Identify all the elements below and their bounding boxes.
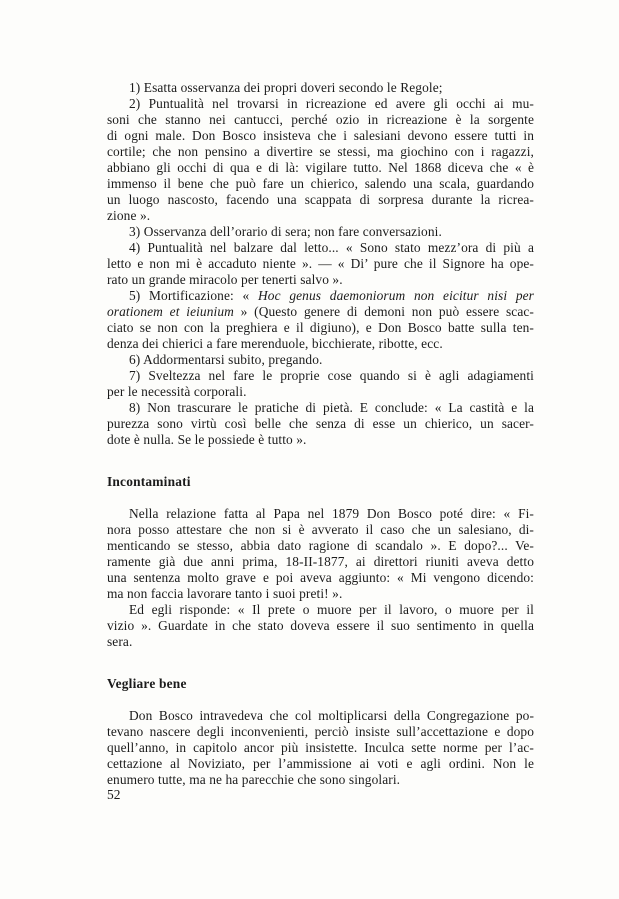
text-line: ciato se non con la preghiera e il digiuno), e Don Bosco batte sulla ten-: [107, 320, 534, 335]
text-line: cortile; che non pensino a divertire se stessi, ma giochino con i ragazzi,: [107, 144, 534, 159]
text-line: per le necessità corporali.: [107, 384, 247, 399]
text-line: tevano nascere degli inconvenienti, perciò insiste sull’accettazione e dopo: [107, 724, 534, 739]
text-line: dote è nulla. Se le possiede è tutto ».: [107, 432, 307, 447]
text-line: orationem et ieiunium » (Questo genere di demoni non può essere scac-: [107, 304, 534, 319]
text-line: enumero tutte, ma ne ha parecchie che sono singolari.: [107, 772, 401, 787]
text-line: vizio ». Guardate in che stato doveva essere il suo sentimento in quella: [107, 618, 534, 633]
text-line: quell’anno, in capitolo ancor più insistette. Inculca sette norme per l’ac-: [107, 740, 534, 755]
paragraph: [107, 288, 534, 352]
paragraph: [107, 368, 534, 400]
section-heading: Incontaminati: [107, 474, 191, 489]
paragraph: [107, 602, 534, 650]
text-line: 6) Addormentarsi subito, pregando.: [129, 352, 323, 367]
text-line: 2) Puntualità nel trovarsi in ricreazione ed avere gli occhi ai mu-: [129, 96, 534, 111]
text-line: Don Bosco intravedeva che col moltiplicarsi della Congregazione po-: [129, 708, 534, 723]
text-line: rato un grande miracolo per tenerti salvo ».: [107, 272, 343, 287]
text-line: soni che stanno nei cantucci, perché ozio in ricreazione è la sorgente: [107, 112, 534, 127]
text-line: 3) Osservanza dell’orario di sera; non fare conversazioni.: [129, 224, 442, 239]
page-number: 52: [107, 787, 121, 802]
text-line: Ed egli risponde: « Il prete o muore per il lavoro, o muore per il: [129, 602, 534, 617]
paragraph: [107, 400, 534, 448]
text-line: di ogni male. Don Bosco insisteva che i salesiani devono essere tutti in: [107, 128, 534, 143]
paragraph: [107, 506, 534, 602]
text-line: un luogo nascosto, facendo una scappata di sorpresa durante la ricrea-: [107, 192, 534, 207]
text-line: 7) Sveltezza nel fare le proprie cose quando si è agli adagiamenti: [129, 368, 534, 383]
text-line: purezza sono virtù così belle che senza di esse un chierico, un sacer-: [107, 416, 534, 431]
text-line: abbiano gli occhi di qua e di là: vigilare tutto. Nel 1868 diceva che « è: [107, 160, 534, 175]
text-line: Nella relazione fatta al Papa nel 1879 Don Bosco poté dire: « Fi-: [129, 506, 534, 521]
text-line: immenso il bene che può fare un chierico, salendo una scala, guardando: [107, 176, 534, 191]
text-line: 5) Mortificazione: « Hoc genus daemoniorum non eicitur nisi per: [129, 288, 534, 303]
paragraph: [107, 80, 534, 96]
paragraph: [107, 224, 534, 240]
paragraph: [107, 240, 534, 288]
text-line: menticando se stesso, abbia dato ragione di scandalo ». E dopo?... Ve-: [107, 538, 534, 553]
section-heading: Vegliare bene: [107, 676, 187, 691]
text-line: ramente già due anni prima, 18-II-1877, ai direttori riuniti aveva detto: [107, 554, 534, 569]
paragraph: [107, 708, 534, 788]
paragraph: [107, 352, 534, 368]
text-line: 1) Esatta osservanza dei propri doveri secondo le Regole;: [129, 80, 443, 95]
text-line: 8) Non trascurare le pratiche di pietà. E conclude: « La castità e la: [129, 400, 534, 415]
text-line: una sentenza molto grave e poi aveva aggiunto: « Mi vengono dicendo:: [107, 570, 534, 585]
page-text: [107, 80, 534, 788]
text-line: nora posso attestare che non si è avverato il caso che un salesiano, di-: [107, 522, 534, 537]
text-line: ma non faccia lavorare tanto i suoi preti! ».: [107, 586, 343, 601]
text-line: cettazione al Noviziato, per l’ammissione ai voti e agli ordini. Non le: [107, 756, 534, 771]
text-line: letto e non mi è accaduto niente ». — « Di’ pure che il Signore ha ope-: [107, 256, 534, 271]
paragraph: [107, 96, 534, 224]
text-line: 4) Puntualità nel balzare dal letto... « Sono stato mezz’ora di più a: [129, 240, 534, 255]
text-line: zione ».: [107, 208, 151, 223]
text-line: sera.: [107, 634, 133, 649]
text-line: denza dei chierici a fare merenduole, bicchierate, ribotte, ecc.: [107, 336, 443, 351]
